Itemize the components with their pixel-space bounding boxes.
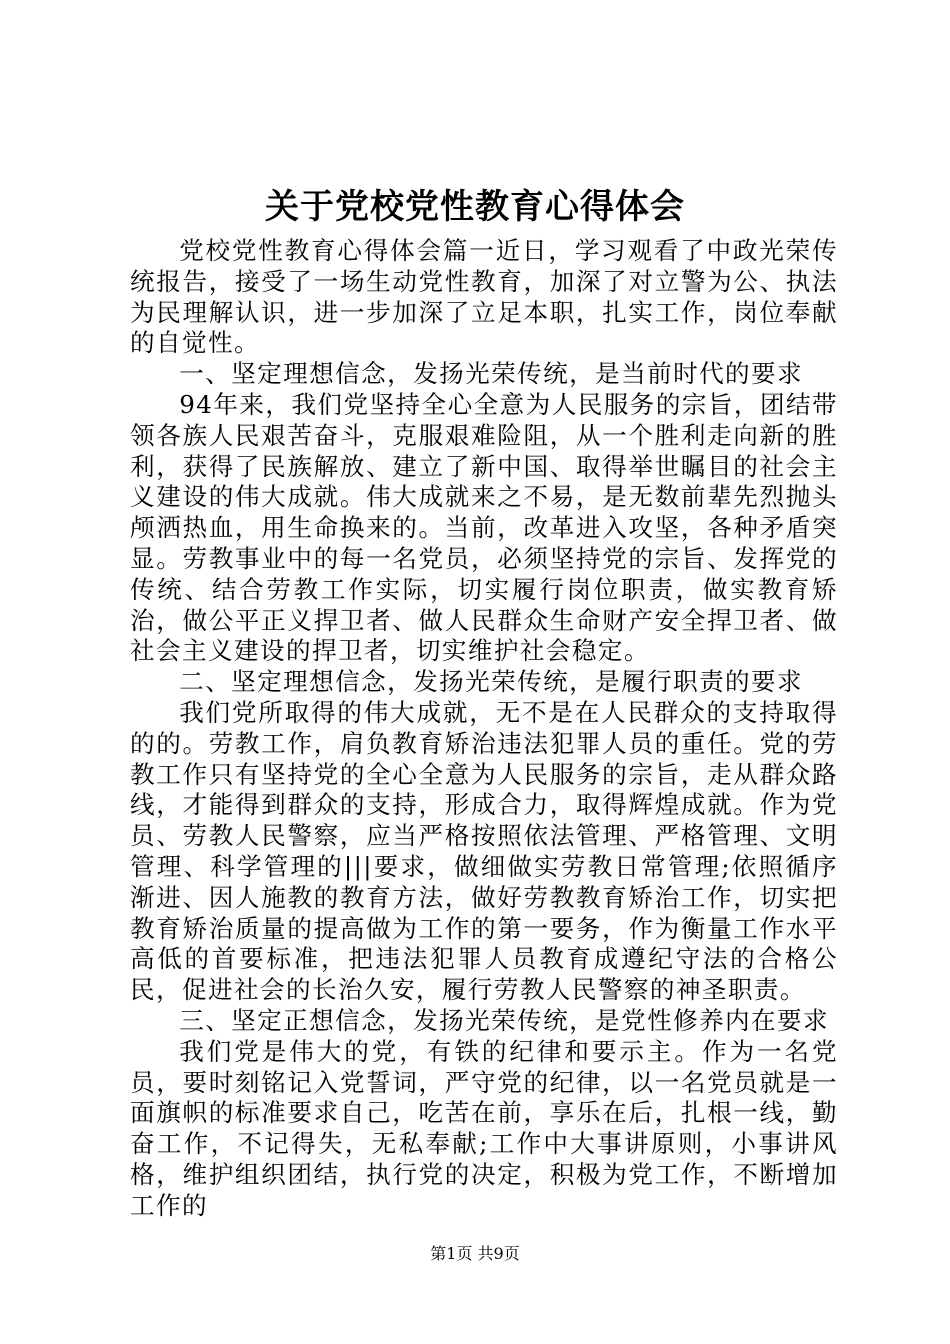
section-paragraph-1: 94年来，我们党坚持全心全意为人民服务的宗旨，团结带领各族人民艰苦奋斗，克服艰难险阻，从一个胜利走向新的胜利，获得了民族解放、建立了新中国、取得举世瞩目的社会主义建设的伟大成就。伟大成就来之不易，是无数前辈先烈抛头颅洒热血，用生命换来的。当前，改革进入攻坚，各种矛盾突显。劳教事业中的每一名党员，必须坚持党的宗旨、发挥党的传统、结合劳教工作实际，切实履行岗位职责，做实教育矫治，做公平正义捍卫者、做人民群众生命财产安全捍卫者、做社会主义建设的捍卫者，切实维护社会稳定。 — [130, 389, 838, 666]
section-heading-3: 三、坚定正想信念，发扬光荣传统，是党性修养内在要求 — [179, 1005, 830, 1035]
page-number-footer: 第1页 共9页 — [430, 1244, 520, 1263]
section-paragraph-3: 我们党是伟大的党，有铁的纪律和要示主。作为一名党员，要时刻铭记入党誓词，严守党的纪律，以一名党员就是一面旗帜的标准要求自己，吃苦在前，享乐在后，扎根一线，勤奋工作，不记得失，无私奉献;工作中大事讲原则，小事讲风格，维护组织团结，执行党的决定，积极为党工作，不断增加工作的 — [130, 1036, 838, 1220]
section-heading-1: 一、坚定理想信念，发扬光荣传统，是当前时代的要求 — [179, 359, 804, 389]
section-paragraph-2: 我们党所取得的伟大成就，无不是在人民群众的支持取得的的。劳教工作，肩负教育矫治违法犯罪人员的重任。党的劳教工作只有坚持党的全心全意为人民服务的宗旨，走从群众路线，才能得到群众的支持，形成合力，取得辉煌成就。作为党员、劳教人民警察，应当严格按照依法管理、严格管理、文明管理、科学管理的|||要求，做细做实劳教日常管理;依照循序渐进、因人施教的教育方法，做好劳教教育矫治工作，切实把教育矫治质量的提高做为工作的第一要务，作为衡量工作水平高低的首要标准，把违法犯罪人员教育成遵纪守法的合格公民，促进社会的长治久安，履行劳教人民警察的神圣职责。 — [130, 697, 838, 1005]
section-heading-2: 二、坚定理想信念，发扬光荣传统，是履行职责的要求 — [179, 667, 804, 697]
intro-paragraph: 党校党性教育心得体会篇一近日，学习观看了中政光荣传统报告，接受了一场生动党性教育，加深了对立警为公、执法为民理解认识，进一步加深了立足本职，扎实工作，岗位奉献的自觉性。 — [130, 236, 838, 358]
document-title: 关于党校党性教育心得体会 — [265, 187, 685, 227]
document-body — [130, 236, 838, 1222]
